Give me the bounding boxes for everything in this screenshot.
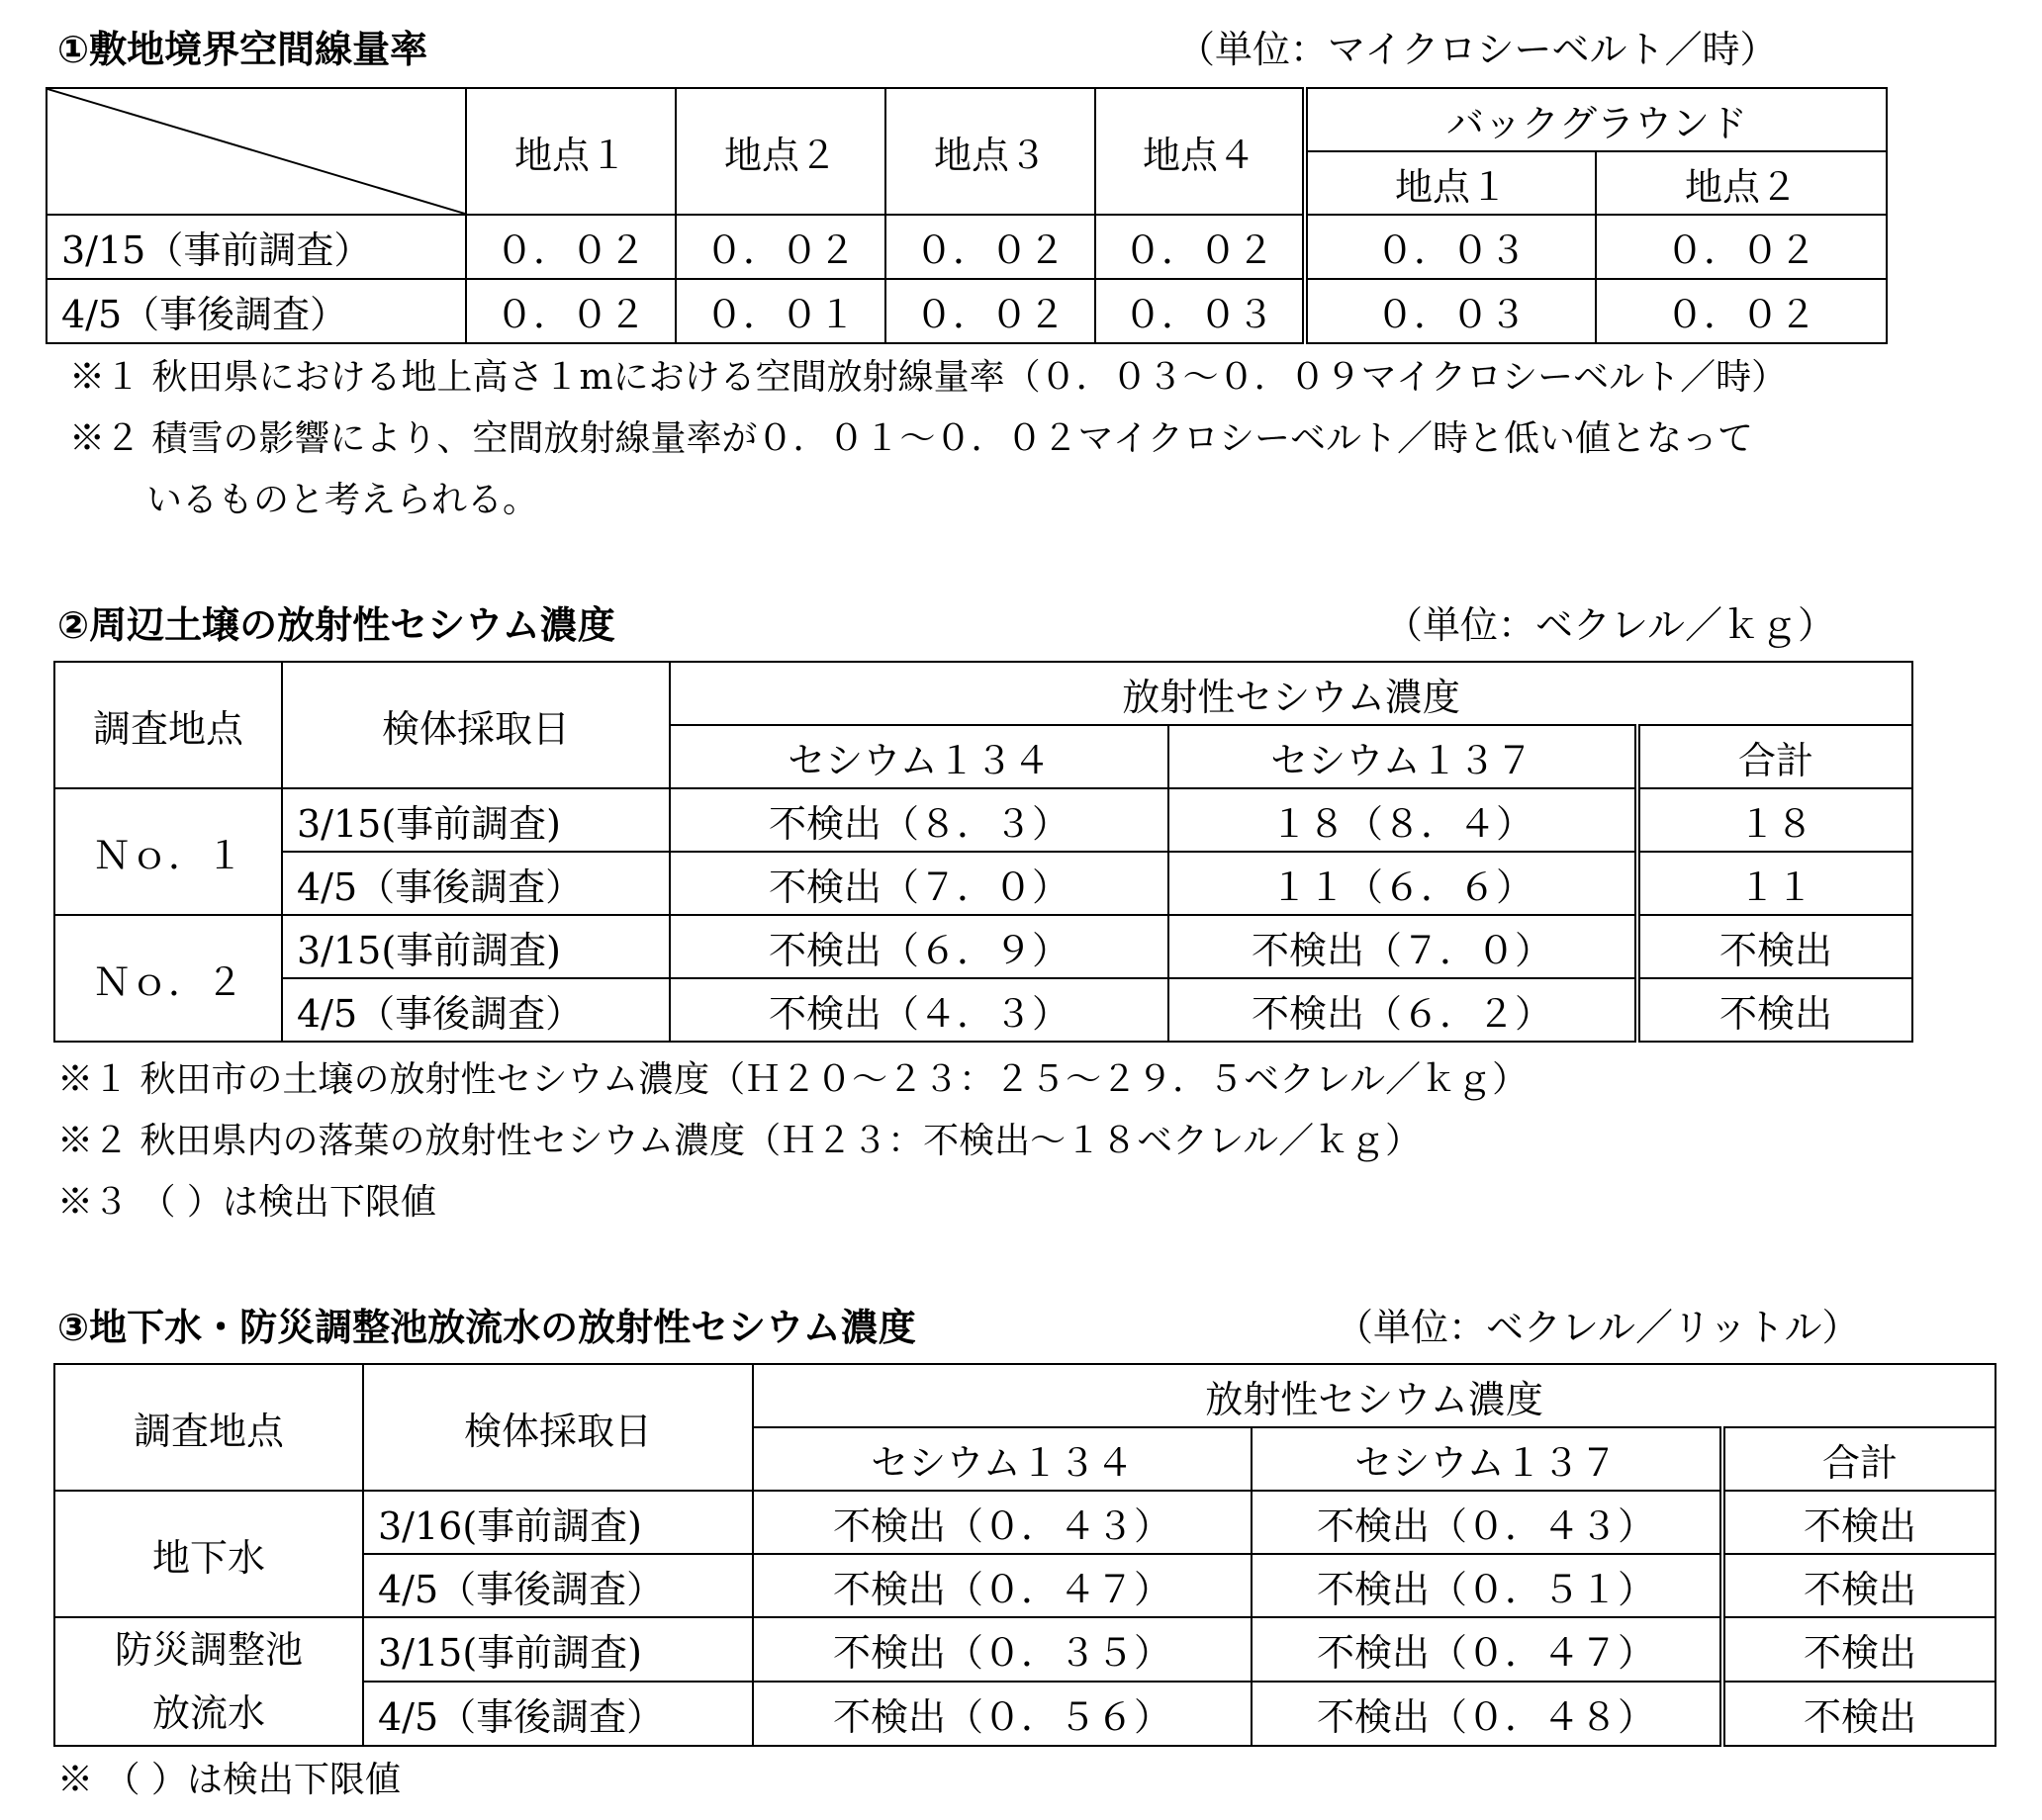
header-cs137: セシウム１３７: [1168, 725, 1637, 788]
table-row: [54, 978, 1912, 1042]
col-header-point2: 地点２: [676, 88, 885, 215]
sampling-date: 4/5（事後調査）: [282, 852, 670, 915]
cell-value: 不検出: [1722, 1491, 1996, 1554]
group-label: Ｎｏ．１: [54, 788, 282, 915]
cell-value: 不検出（４．３）: [670, 978, 1168, 1042]
section1-title: ①敷地境界空間線量率: [57, 28, 428, 71]
section2-note2: ※２ 秋田県内の落葉の放射性セシウム濃度（Ｈ２３：不検出～１８ベクレル／ｋｇ）: [57, 1121, 1422, 1161]
cell-value: 不検出（６．９）: [670, 915, 1168, 978]
dose-rate-table: [46, 87, 1888, 344]
background-header: バックグラウンド: [1305, 88, 1887, 151]
cell-value: ０．０２: [885, 279, 1095, 343]
cell-value: 不検出: [1722, 1554, 1996, 1617]
section1-note1: ※１ 秋田県における地上高さ１mにおける空間放射線量率（０．０３～０．０９マイクロシーベルト／時）: [69, 357, 1788, 398]
header-cs134: セシウム１３４: [670, 725, 1168, 788]
cell-value: 不検出（０．４３）: [753, 1491, 1252, 1554]
table-row: [54, 788, 1912, 852]
header-sampling-date: 検体採取日: [363, 1364, 753, 1491]
cell-value: ０．０２: [466, 215, 676, 279]
header-survey-point: 調査地点: [54, 1364, 363, 1491]
cell-value: ０．０３: [1305, 279, 1596, 343]
cell-value: 不検出（０．４８）: [1252, 1682, 1722, 1746]
row-label: 3/15（事前調査）: [46, 215, 466, 279]
section2-unit: （単位：ベクレル／ｋｇ）: [1385, 603, 1836, 647]
header-total: 合計: [1722, 1427, 1996, 1491]
section3-note: ※ （ ）は検出下限値: [57, 1760, 401, 1800]
header-survey-point: 調査地点: [54, 662, 282, 788]
sampling-date: 4/5（事後調査）: [282, 978, 670, 1042]
col-header-point4: 地点４: [1095, 88, 1305, 215]
cell-value: 不検出: [1722, 1617, 1996, 1682]
section1-note2: ※２ 積雪の影響により、空間放射線量率が０．０１～０．０２マイクロシーベルト／時と低い値となって: [69, 418, 1754, 459]
cell-value: ０．０２: [1596, 215, 1887, 279]
soil-cesium-table: [53, 661, 1913, 1043]
diagonal-header-cell: [46, 88, 466, 215]
sampling-date: 4/5（事後調査）: [363, 1682, 753, 1746]
bg-header-point2: 地点２: [1596, 151, 1887, 215]
table-row: [54, 915, 1912, 978]
cell-value: １８: [1637, 788, 1912, 852]
water-cesium-table: [53, 1363, 1996, 1747]
section3-unit: （単位：ベクレル／リットル）: [1336, 1306, 1860, 1349]
cell-value: 不検出（０．５６）: [753, 1682, 1252, 1746]
col-header-point3: 地点３: [885, 88, 1095, 215]
cell-value: ０．０１: [676, 279, 885, 343]
cell-value: 不検出: [1637, 978, 1912, 1042]
cell-value: 不検出（０．４３）: [1252, 1491, 1722, 1554]
group-label: Ｎｏ．２: [54, 915, 282, 1042]
cell-value: ０．０３: [1095, 279, 1305, 343]
table-row: [46, 215, 1887, 279]
header-cs134: セシウム１３４: [753, 1427, 1252, 1491]
group-label: 地下水: [54, 1491, 363, 1617]
header-cesium-concentration: 放射性セシウム濃度: [753, 1364, 1996, 1427]
section3-title: ③地下水・防災調整池放流水の放射性セシウム濃度: [57, 1306, 916, 1349]
header-total: 合計: [1637, 725, 1912, 788]
section2-title: ②周辺土壌の放射性セシウム濃度: [57, 603, 615, 647]
cell-value: 不検出（７．０）: [1168, 915, 1637, 978]
cell-value: 不検出（６．２）: [1168, 978, 1637, 1042]
col-header-point1: 地点１: [466, 88, 676, 215]
cell-value: 不検出（０．５１）: [1252, 1554, 1722, 1617]
cell-value: ０．０２: [1095, 215, 1305, 279]
cell-value: １１: [1637, 852, 1912, 915]
cell-value: ０．０２: [1596, 279, 1887, 343]
cell-value: 不検出: [1722, 1682, 1996, 1746]
group-label-line2: 放流水: [151, 1691, 265, 1735]
section2-note1: ※１ 秋田市の土壌の放射性セシウム濃度（Ｈ２０～２３：２５～２９．５ベクレル／ｋｇ）: [57, 1059, 1529, 1100]
group-label: [54, 1617, 363, 1746]
cell-value: 不検出（０．３５）: [753, 1617, 1252, 1682]
group-label-line1: 防災調整池: [114, 1628, 303, 1672]
table-row: [54, 852, 1912, 915]
cell-value: 不検出（０．４７）: [753, 1554, 1252, 1617]
sampling-date: 4/5（事後調査）: [363, 1554, 753, 1617]
cell-value: 不検出（７．０）: [670, 852, 1168, 915]
header-cesium-concentration: 放射性セシウム濃度: [670, 662, 1912, 725]
table-row: [54, 1491, 1996, 1554]
sampling-date: 3/15(事前調査): [282, 915, 670, 978]
section2-note3: ※３ （ ）は検出下限値: [57, 1182, 436, 1223]
cell-value: １８（８．４）: [1168, 788, 1637, 852]
sampling-date: 3/16(事前調査): [363, 1491, 753, 1554]
cell-value: １１（６．６）: [1168, 852, 1637, 915]
cell-value: 不検出（０．４７）: [1252, 1617, 1722, 1682]
cell-value: ０．０２: [676, 215, 885, 279]
sampling-date: 3/15(事前調査): [363, 1617, 753, 1682]
sampling-date: 3/15(事前調査): [282, 788, 670, 852]
cell-value: ０．０２: [466, 279, 676, 343]
section1-note2-cont: いるものと考えられる。: [146, 480, 539, 520]
cell-value: 不検出（８．３）: [670, 788, 1168, 852]
cell-value: 不検出: [1637, 915, 1912, 978]
table-row: [46, 279, 1887, 343]
header-cs137: セシウム１３７: [1252, 1427, 1722, 1491]
section1-unit: （単位：マイクロシーベルト／時）: [1177, 28, 1778, 71]
cell-value: ０．０３: [1305, 215, 1596, 279]
header-sampling-date: 検体採取日: [282, 662, 670, 788]
table-row: [54, 1617, 1996, 1682]
bg-header-point1: 地点１: [1305, 151, 1596, 215]
row-label: 4/5（事後調査）: [46, 279, 466, 343]
cell-value: ０．０２: [885, 215, 1095, 279]
